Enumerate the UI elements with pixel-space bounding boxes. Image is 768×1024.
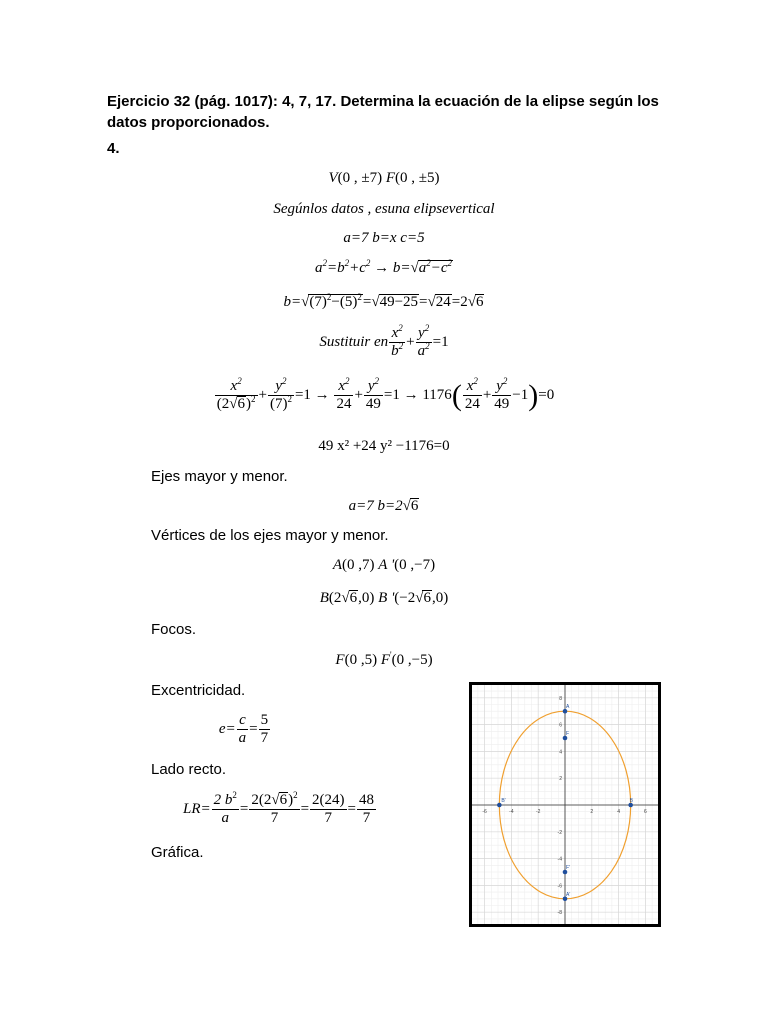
arrow-1: =1 → (294, 387, 330, 404)
lr-den2: 7 (249, 809, 299, 827)
substituted-equation: $\frac{x^2}{(2√6)^2}$ + $\frac{y^2}{(7)^2}$ =1 → $\frac{x^2}{24}$ + $\frac{y^2}{49}$ =1 → 1176( $\frac{x^2}{24}$ + $\frac{y^2}{49}$ −1)=0 (216, 376, 555, 413)
eq-one: =1 (432, 334, 449, 351)
y-var: y (367, 378, 375, 394)
f-coords: 0 , ±5 (400, 170, 435, 186)
b-relation-lhs: a (314, 260, 323, 276)
vertex-ap-label: A ' (378, 557, 395, 573)
vertex-bp-rad: 6 (423, 590, 431, 606)
e-a: a (238, 730, 247, 747)
y-tick-label: -2 (557, 829, 562, 836)
y-var: y (418, 325, 425, 341)
vertex-ap-coords: 0 ,−7 (399, 557, 431, 573)
vertex-a-coords: 0 ,7 (347, 557, 370, 573)
y-tick-label: -8 (557, 910, 562, 917)
ejes-value-a: a=7 b=2 (348, 498, 403, 514)
y-tick-label: 8 (559, 695, 562, 702)
lr-num1: 2 b (213, 792, 233, 808)
b-calc-rest2: = (419, 294, 428, 310)
excentricidad-label: Excentricidad. (151, 682, 246, 699)
lr-den3: 7 (310, 809, 347, 827)
vertex-b-label: B (319, 590, 329, 606)
lr-num2-pre: 2 (251, 792, 259, 808)
x-var: x (338, 378, 346, 394)
b-calc-rest3: =2 (451, 294, 468, 310)
den-24: 24 (464, 396, 480, 413)
b-calc-rad: (7) (309, 294, 327, 310)
den-24: 24 (336, 396, 352, 413)
lr-den4: 7 (357, 809, 376, 827)
x-tick-label: -6 (482, 809, 487, 815)
focus-fp-label: F (380, 652, 390, 668)
x-tick-label: -4 (509, 809, 514, 815)
minus-one: −1 (512, 387, 529, 404)
vertex-b-post: ,0 (358, 590, 370, 606)
e-den: 7 (260, 730, 269, 747)
ejes-value-rad: 6 (410, 498, 419, 514)
vertex-a-label: A (332, 557, 343, 573)
b-calc-rad5: 6 (475, 294, 484, 310)
factor-text: =1 → 1176 (383, 387, 452, 404)
den-49: 49 (365, 396, 381, 413)
v-coords: 0 , ±7 (342, 170, 378, 186)
x-tick-label: 2 (590, 809, 594, 815)
vertex-b-pre: 2 (333, 590, 342, 606)
vertices-b-line: B(2√6,0) B '(−2√6,0) (319, 590, 449, 606)
lr-num4: 48 (359, 792, 375, 808)
exercise-heading: Ejercicio 32 (pág. 1017): 4, 7, 17. Determina la ecuación de la elipse según los datos proporcionados. (107, 93, 659, 131)
x-var: x (466, 378, 474, 394)
vertices-a-line: A(0 ,7) A '(0 ,−7) (332, 557, 436, 573)
b-calc-start: b= (283, 294, 302, 310)
x-var: x (230, 378, 238, 394)
abc-values: a=7 b=x c=5 (343, 230, 425, 246)
vertex-bp-label: B ' (378, 590, 395, 606)
b-var: b (391, 343, 399, 360)
focus-f-coords: 0 ,5 (349, 652, 373, 668)
v-label: V (328, 170, 338, 186)
point-label: A (566, 704, 570, 711)
f-label: F (385, 170, 396, 186)
b-relation-rad-a: a (418, 260, 427, 276)
e-num: 5 (260, 712, 269, 728)
lr-num2-mid: 2 (263, 792, 272, 808)
point-label: B (629, 798, 634, 804)
b-calc-rad2: −(5) (331, 294, 358, 310)
e-lhs: e= (218, 721, 236, 738)
den-2sqrt6: (2 (216, 396, 230, 413)
lado-recto-formula: LR= $\frac{2 b^2}{a}$ = $\frac{2(2√6)^2}{7}$ = $\frac{2(24)}{7}$ = $\frac{48}{7}$ (182, 790, 375, 827)
b-relation-rad-c: −c (430, 260, 448, 276)
vertex-bp-post: ,0 (431, 590, 444, 606)
y-tick-label: -6 (557, 883, 562, 890)
ejes-values: a=7 b=2√6 (348, 498, 419, 514)
a-var: a (417, 343, 426, 360)
eq-zero: =0 (538, 387, 555, 404)
given-data-line: V(0 , ±7) F(0 , ±5) (328, 170, 440, 186)
y-tick-label: 2 (559, 776, 562, 783)
b-relation-mid2: +c (349, 260, 366, 276)
ellipse-graph (469, 682, 661, 927)
den-rad6: 6 (237, 396, 245, 413)
vertex-b-rad: 6 (349, 590, 358, 606)
y-tick-label: 4 (559, 749, 562, 756)
b-relation-mid: =b (326, 260, 345, 276)
point-label: B' (501, 798, 506, 804)
sustituir-text: Sustituir en (319, 334, 389, 351)
x-var: x (391, 325, 399, 341)
y-var: y (275, 378, 283, 394)
den-close: ) (246, 396, 251, 413)
b-relation: $a^2=b^2+c^2 \to b=√a^2-c^2$ (314, 258, 453, 276)
lr-num3: 2(24) (312, 792, 345, 808)
b-calc-rest1: = (362, 294, 372, 310)
x-tick-label: 4 (617, 809, 620, 815)
substitution-line: Sustituir en $\frac{x^2}{b^2}$ + $\frac{y^2}{a^2}$ =1 (319, 323, 449, 360)
y-var: y (496, 378, 503, 394)
vertices-label: Vértices de los ejes mayor y menor. (151, 527, 389, 544)
focos-line: F(0 ,5) F'(0 ,−5) (335, 650, 433, 668)
b-calculation: $b=√(7)^2-(5)^2=√49-25=√24=2√6$ (283, 292, 484, 310)
problem-number: 4. (107, 140, 120, 157)
e-c: c (239, 712, 246, 728)
lado-recto-label: Lado recto. (151, 761, 227, 778)
lr-num2-rad: 6 (279, 792, 288, 808)
x-tick-label: -2 (535, 809, 541, 815)
point-label: A' (566, 891, 571, 898)
b-relation-arrow: → b= (370, 260, 411, 276)
focus-f-label: F (335, 652, 345, 668)
general-equation: 49 x² +24 y² −1176=0 (318, 438, 450, 454)
focus-fp-coords: 0 ,−5 (396, 652, 428, 668)
graph-canvas (472, 685, 658, 924)
grafica-label: Gráfica. (151, 844, 204, 861)
lr-den1: a (212, 809, 239, 827)
y-tick-label: 6 (559, 722, 562, 729)
point-label: F (566, 731, 570, 737)
den-7: (7) (269, 396, 288, 413)
vertex-bp-pre: −2 (399, 590, 416, 606)
ejes-label: Ejes mayor y menor. (151, 468, 288, 485)
point-label: F' (566, 865, 571, 871)
focos-label: Focos. (151, 621, 197, 638)
b-calc-rad4: 24 (435, 294, 451, 310)
vertical-note: Segúnlos datos , esuna elipsevertical (273, 201, 495, 217)
y-tick-label: -4 (557, 856, 562, 863)
excentricidad-formula: e= $\frac{c}{a}$ = $\frac{5}{7}$ (218, 712, 269, 747)
x-tick-label: 6 (644, 809, 647, 815)
lr-lhs: LR= (182, 801, 211, 818)
den-49: 49 (494, 396, 510, 413)
b-calc-rad3: 49−25 (379, 294, 419, 310)
